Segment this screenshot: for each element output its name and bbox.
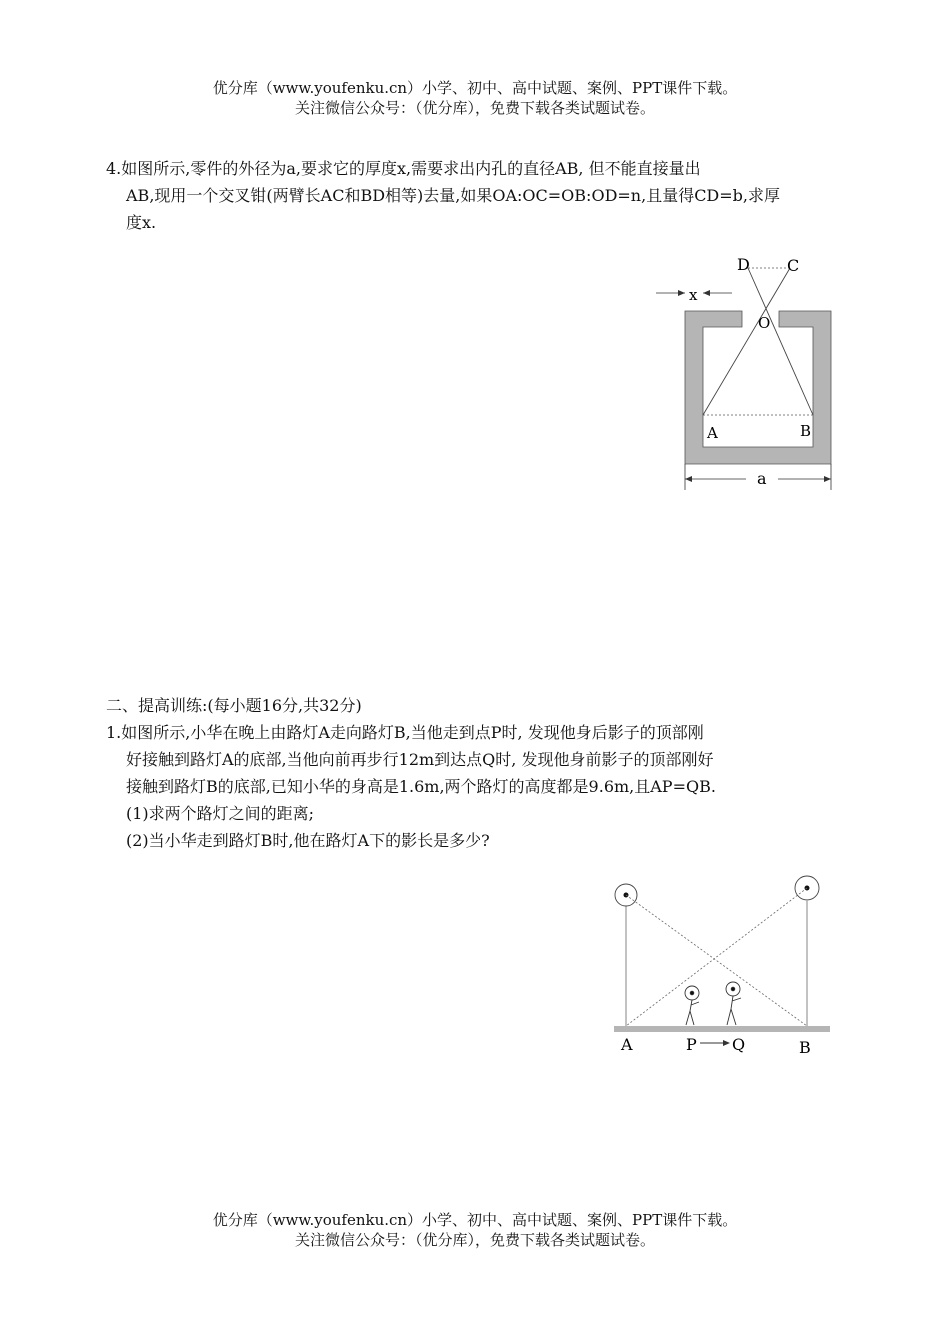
streetlight-figure xyxy=(600,865,840,1060)
question-s2-1-line-2: 好接触到路灯A的底部,当他向前再步行12m到达点Q时, 发现他身前影子的顶部刚好 xyxy=(126,750,714,769)
person-at-q xyxy=(726,982,741,1025)
ray-b-to-a xyxy=(626,888,807,1026)
page-header xyxy=(0,78,950,118)
header-line-2: 关注微信公众号：（优分库），免费下载各类试题试卷。 xyxy=(294,99,655,117)
question-4 xyxy=(106,155,866,236)
label-a: A xyxy=(621,1035,633,1054)
label-b: B xyxy=(799,1038,811,1057)
question-s2-1-line-3: 接触到路灯B的底部,已知小华的身高是1.6m,两个路灯的高度都是9.6m,且AP=QB. xyxy=(126,777,716,796)
label-c: C xyxy=(787,256,800,275)
label-x: x xyxy=(689,286,698,304)
question-4-line-2: AB,现用一个交叉钳(两臂长AC和BD相等)去量,如果OA:OC=OB:OD=n,且量得CD=b,求厚 xyxy=(126,186,780,205)
ray-a-to-b xyxy=(626,895,807,1026)
label-d: D xyxy=(737,255,750,274)
a-arrow-left xyxy=(685,476,692,482)
section-2 xyxy=(106,692,866,854)
x-arrow-left xyxy=(678,290,685,296)
question-4-line-1: 4.如图所示,零件的外径为a,要求它的厚度x,需要求出内孔的直径AB, 但不能直接量出 xyxy=(106,159,701,178)
arrow-p-to-q-head xyxy=(723,1040,730,1046)
person-at-p xyxy=(685,986,699,1025)
question-s2-1-line-1: 1.如图所示,小华在晚上由路灯A走向路灯B,当他走到点P时, 发现他身后影子的顶部刚 xyxy=(106,723,704,742)
arm-bd xyxy=(748,268,813,415)
x-arrow-right xyxy=(703,290,710,296)
label-p: P xyxy=(686,1035,697,1054)
question-s2-1-sub-2: (2)当小华走到路灯B时,他在路灯A下的影长是多少? xyxy=(126,831,490,850)
ground xyxy=(614,1026,830,1032)
a-arrow-right xyxy=(824,476,831,482)
section-2-title: 二、提高训练:(每小题16分,共32分) xyxy=(106,696,362,715)
label-o: O xyxy=(758,314,771,332)
footer-line-1: 优分库（www.youfenku.cn）小学、初中、高中试题、案例、PPT课件下载。 xyxy=(212,1211,738,1229)
label-a: A xyxy=(707,424,718,442)
caliper-figure xyxy=(650,250,850,495)
arm-ac xyxy=(703,268,790,415)
question-4-line-3: 度x. xyxy=(126,213,157,232)
label-b: B xyxy=(800,422,812,440)
footer-line-2: 关注微信公众号：（优分库），免费下载各类试题试卷。 xyxy=(294,1231,655,1249)
label-q: Q xyxy=(732,1035,746,1054)
label-outer-a: a xyxy=(757,469,767,488)
page-footer xyxy=(0,1210,950,1250)
question-s2-1-sub-1: (1)求两个路灯之间的距离; xyxy=(126,804,315,823)
header-line-1: 优分库（www.youfenku.cn）小学、初中、高中试题、案例、PPT课件下载。 xyxy=(212,79,738,97)
